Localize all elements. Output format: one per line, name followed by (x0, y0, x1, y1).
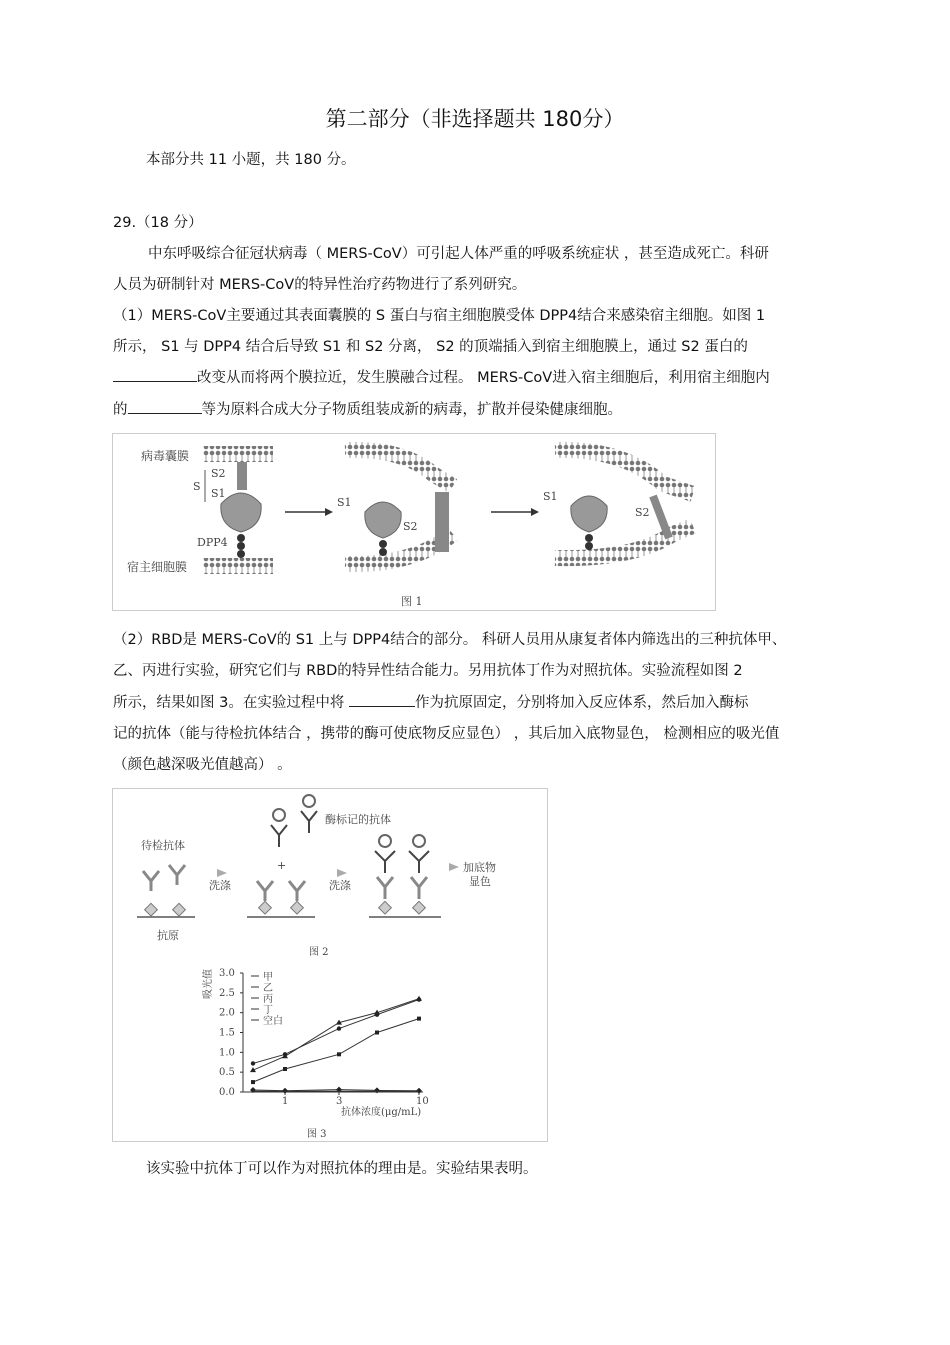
y-tick-label: 2.5 (219, 987, 235, 999)
legend-label-丁: 丁 (263, 1005, 273, 1016)
x-tick-label: 10 (416, 1096, 429, 1107)
figure-2-3 (112, 788, 548, 1142)
part1-line-1: （1）MERS-CoV主要通过其表面囊膜的 S 蛋白与宿主细胞膜受体 DPP4结合来感染宿主细胞。如图 1 (113, 308, 766, 324)
label-add-substrate-2: 显色 (469, 875, 491, 888)
arrow-wash-1 (217, 869, 227, 877)
point-丙 (251, 1080, 255, 1084)
label-add-substrate-1: 加底物 (463, 861, 496, 874)
part2-line-3-prefix: 所示，结果如图 3。在实验过程中将 (113, 695, 349, 711)
antigen-1b (173, 903, 186, 916)
point-丙 (417, 1017, 421, 1021)
part2-line-1: （2）RBD是 MERS-CoV的 S1 上与 DPP4结合的部分。 科研人员用从康复者体内筛选出的三种抗体甲、 (113, 632, 787, 648)
s2-protein-2 (435, 492, 449, 552)
point-乙 (416, 996, 422, 1001)
section-title: 第二部分（非选择题共 180分） (325, 107, 625, 131)
point-丙 (375, 1031, 379, 1035)
answer-blank-2[interactable] (128, 399, 202, 414)
part1-line-3 (113, 366, 770, 387)
label-dpp4: DPP4 (197, 536, 228, 549)
virus-membrane-2 (345, 450, 453, 486)
part1-line-4 (113, 398, 622, 419)
arrow-substrate (449, 863, 459, 871)
s1-protein-2 (365, 502, 401, 538)
label-antigen: 抗原 (157, 929, 179, 942)
host-membrane-3 (555, 526, 693, 558)
s1-protein-3 (571, 496, 607, 532)
part1-line-3-text: 改变从而将两个膜拉近，发生膜融合过程。 MERS-CoV进入宿主细胞后，利用宿主细胞内 (197, 370, 770, 386)
part1-line-4-text: 等为原料合成大分子物质组装成新的病毒，扩散并侵染健康细胞。 (201, 402, 622, 418)
arrow-wash-2 (337, 869, 347, 877)
intro-line-1: 中东呼吸综合征冠状病毒（ MERS-CoV）可引起人体严重的呼吸系统症状 ，甚至造成死亡。科研 (148, 246, 769, 262)
series-line-甲 (253, 1000, 419, 1064)
series-line-丁 (253, 1090, 419, 1091)
answer-blank-1[interactable] (113, 367, 197, 382)
y-tick-label: 1.0 (219, 1047, 235, 1059)
figure-3-caption: 图 3 (307, 1129, 327, 1140)
test-antibody-1 (143, 871, 159, 891)
part1-line-2: 所示， S1 与 DPP4 结合后导致 S1 和 S2 分离， S2 的顶端插入到宿主细胞膜上，通过 S2 蛋白的 (113, 339, 748, 355)
y-tick-label: 3.0 (219, 968, 235, 979)
s2-protein-3 (653, 496, 669, 538)
section-note: 本部分共 11 小题，共 180 分。 (146, 152, 356, 168)
point-丁 (374, 1087, 380, 1093)
intro-line-2: 人员为研制针对 MERS-CoV的特异性治疗药物进行了系列研究。 (113, 277, 527, 293)
s2-protein-1 (237, 462, 247, 490)
label-enzyme-antibody: 酶标记的抗体 (325, 813, 391, 826)
point-丙 (283, 1067, 287, 1071)
legend-label-甲: 甲 (263, 972, 273, 983)
part2-line-4: 记的抗体（能与待检抗体结合 ，携带的酶可使底物反应显色） ，其后加入底物显色， 检测相应的吸光值 (113, 726, 780, 742)
label-virus-membrane: 病毒囊膜 (141, 449, 190, 463)
y-tick-label: 0.5 (219, 1067, 235, 1079)
virus-membrane-1 (203, 446, 273, 462)
chart-ylabel: 吸光值 (203, 969, 214, 999)
question-number: 29.（18 分） (113, 215, 203, 231)
y-tick-label: 2.0 (219, 1007, 235, 1019)
enzyme-antibody-2 (301, 811, 317, 833)
legend-label-丙: 丙 (263, 994, 273, 1005)
part1-line-4-prefix: 的 (113, 402, 128, 418)
legend-label-空白: 空白 (263, 1016, 283, 1027)
label-wash-1: 洗涤 (209, 879, 231, 892)
label-host-membrane: 宿主细胞膜 (127, 560, 188, 574)
part2-line-5: （颜色越深吸光值越高） 。 (113, 757, 292, 773)
part2-line-2: 乙、丙进行实验，研究它们与 RBD的特异性结合能力。另用抗体丁作为对照抗体。实验流程如图 2 (113, 663, 743, 679)
final-line: 该实验中抗体丁可以作为对照抗体的理由是。实验结果表明。 (146, 1161, 538, 1177)
chart-xlabel: 抗体浓度(μg/mL) (341, 1107, 422, 1118)
label-s1-2: S1 (337, 496, 352, 509)
part2-line-3 (113, 691, 748, 712)
point-甲 (251, 1061, 255, 1065)
label-s2-2: S2 (403, 520, 418, 533)
antigen-1a (145, 903, 158, 916)
label-test-antibody: 待检抗体 (141, 839, 185, 852)
label-s2-1: S2 (211, 467, 226, 480)
y-tick-label: 1.5 (219, 1027, 235, 1039)
y-tick-label: 0.0 (219, 1087, 235, 1098)
part2-line-3-text: 作为抗原固定，分别将加入反应体系，然后加入酶标 (414, 695, 749, 711)
series-line-乙 (253, 999, 419, 1070)
x-tick-label: 1 (282, 1096, 289, 1107)
virus-membrane-3 (555, 450, 693, 494)
bound-antibody-1 (257, 881, 273, 901)
label-plus: + (277, 859, 287, 872)
point-甲 (337, 1026, 341, 1030)
enzyme-antibody-1 (271, 825, 287, 847)
answer-blank-3[interactable] (349, 692, 415, 707)
label-s: S (193, 480, 201, 493)
label-s2-3: S2 (635, 506, 650, 519)
s1-protein-1 (221, 493, 261, 532)
test-antibody-2 (169, 865, 185, 885)
figure-1 (112, 433, 716, 611)
figure-2-caption: 图 2 (309, 947, 329, 958)
label-s1-1: S1 (211, 487, 226, 500)
series-line-丙 (253, 1019, 419, 1082)
figure-3-chart (113, 959, 547, 1139)
figure-1-diagram (113, 434, 715, 610)
label-s1-3: S1 (543, 490, 558, 503)
figure-1-caption: 图 1 (401, 595, 423, 608)
bound-antibody-2 (289, 881, 305, 901)
point-丙 (337, 1052, 341, 1056)
host-membrane-1 (203, 558, 273, 574)
legend-label-乙: 乙 (263, 983, 273, 994)
x-tick-label: 3 (336, 1096, 343, 1107)
label-wash-2: 洗涤 (329, 879, 351, 892)
